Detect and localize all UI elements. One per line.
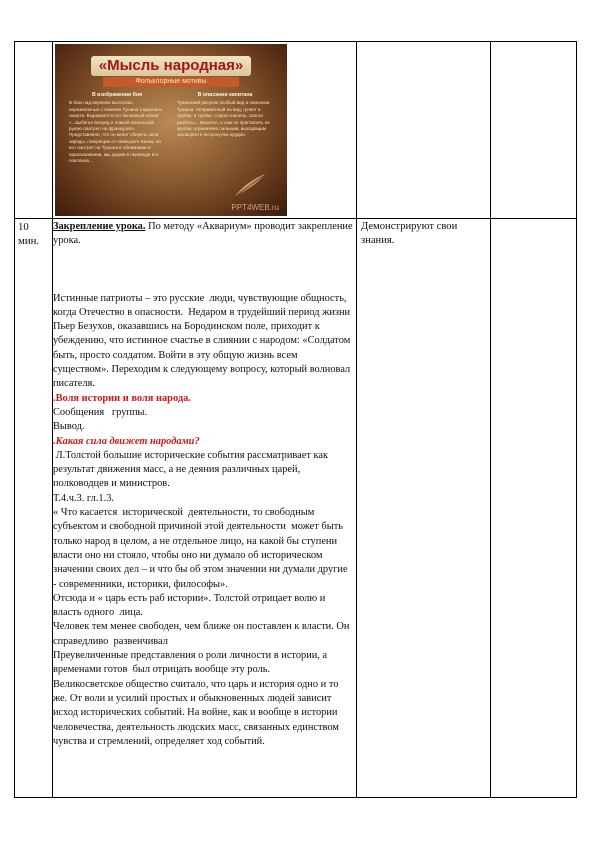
text-run: Вывод. bbox=[53, 421, 85, 433]
text-run: « Что касается исторической деятельности, то свободным субъектом и свободной причиной этой деятельности может быть только народ в целом, а не отдельное лицо, на какой бы ступени власти оно ни стояло, чтобы оно ни думало об историческом значении своих дел – и что бы об этом значении ни думали другие - современники, историки, философы». bbox=[53, 507, 351, 590]
row-divider bbox=[15, 218, 576, 219]
slide-left-heading: В изображении боя bbox=[91, 92, 143, 98]
text-run: По методу «Аквариум» проводит закрепление урока. bbox=[53, 221, 356, 247]
student-activity-cell: Демонстрируют свои знания. bbox=[361, 221, 458, 247]
text-run: Истинные патриоты – это русские люди, чувствующие общность, когда Отечество в опасности. Недаром в трудейший период жизни Пьер Безухов, оказавшись на Бородинском поле, приходит к убеждению, что истинное счастье в слиянии с народом: «Солдатом быть, просто солдатом. Войти в эту общую жизнь всем существом». Переходим к следующему вопросу, который волновал писателя. bbox=[53, 292, 353, 390]
spacer bbox=[53, 249, 353, 292]
lesson-table bbox=[14, 41, 577, 798]
text-run: Человек тем менее свободен, чем ближе он поставлен к власти. Он справедливо развенчивал bbox=[53, 621, 353, 647]
paragraph bbox=[53, 649, 353, 678]
slide-left-text: В бою над верхнею высоткою, неразвеянные стяжения Тушина к врагам и смерти. Выражается его былинный облик: «...выбегал вперед и ловкой маленькой рукою смотрел на французов». Представлено, что он велит сберечь свои заряды, говорящие от немецкого языка, но его смотрят на Тушина в обнимании и приласкивании, мы дадим в переводе его поклонов... bbox=[69, 100, 162, 164]
slide-image bbox=[55, 44, 287, 216]
lesson-content-cell bbox=[53, 220, 356, 749]
slide-left-column bbox=[69, 92, 165, 192]
paragraph bbox=[53, 592, 353, 621]
slide-subtitle: Фольклорные мотивы bbox=[103, 77, 239, 87]
paragraph bbox=[53, 678, 353, 749]
text-run: .Какая сила движет народами? bbox=[53, 435, 200, 447]
paragraph bbox=[53, 492, 353, 506]
slide-right-text: Тушинский рисунок особый вид в описании Тушина. Неприметный на вид, гуляет в трубке, в трубке, старая шинель, сапоги разбиты... Веротно, и сам он пригласить ее кругом, ограничено сильным, выходящим заговорил о нетронутом орудии. bbox=[177, 100, 270, 138]
paragraph bbox=[53, 406, 353, 420]
time-cell: 10 мин. bbox=[18, 221, 40, 247]
text-run: Отсюда и « царь есть раб истории». Толстой отрицает волю и власть одного лица. bbox=[53, 592, 328, 619]
column-divider bbox=[356, 42, 357, 797]
paragraph bbox=[53, 292, 353, 392]
column-divider bbox=[490, 42, 491, 797]
slide-title: «Мысль народная» bbox=[91, 56, 251, 76]
text-run: Великосветское общество считало, что царь и история одно и то же. От воли и усилий простых и обыкновенных людей зависит исход исторических событий. На войне, как и вообще в истории человечества, деятельность людских масс, связанных единством чувства и стремлений, определяет ход событий. bbox=[53, 678, 342, 747]
feather-decoration-icon bbox=[233, 172, 267, 198]
text-run: Закрепление урока. bbox=[53, 221, 146, 232]
paragraph bbox=[53, 506, 353, 592]
paragraph bbox=[53, 435, 353, 449]
paragraph bbox=[53, 449, 353, 492]
slide-watermark: PPT4WEB.ru bbox=[231, 203, 279, 212]
text-run: Преувеличенные представления о роли личности в истории, а временами готов был отрицать вообще эту роль. bbox=[53, 650, 330, 676]
paragraph bbox=[53, 392, 353, 406]
slide-right-heading: В описании капитана bbox=[197, 92, 253, 98]
text-run: Л.Толстой большие исторические события рассматривает как результат движения масс, а не деяния различных царей, полководцев и министров. bbox=[53, 449, 331, 490]
paragraph bbox=[53, 220, 356, 249]
paragraph bbox=[53, 620, 353, 649]
text-run: Сообщения группы. bbox=[53, 406, 148, 418]
paragraph bbox=[53, 420, 353, 434]
text-run: Т.4.ч.3. гл.1.3. bbox=[53, 492, 115, 504]
text-run: .Воля истории и воля народа. bbox=[53, 392, 191, 404]
